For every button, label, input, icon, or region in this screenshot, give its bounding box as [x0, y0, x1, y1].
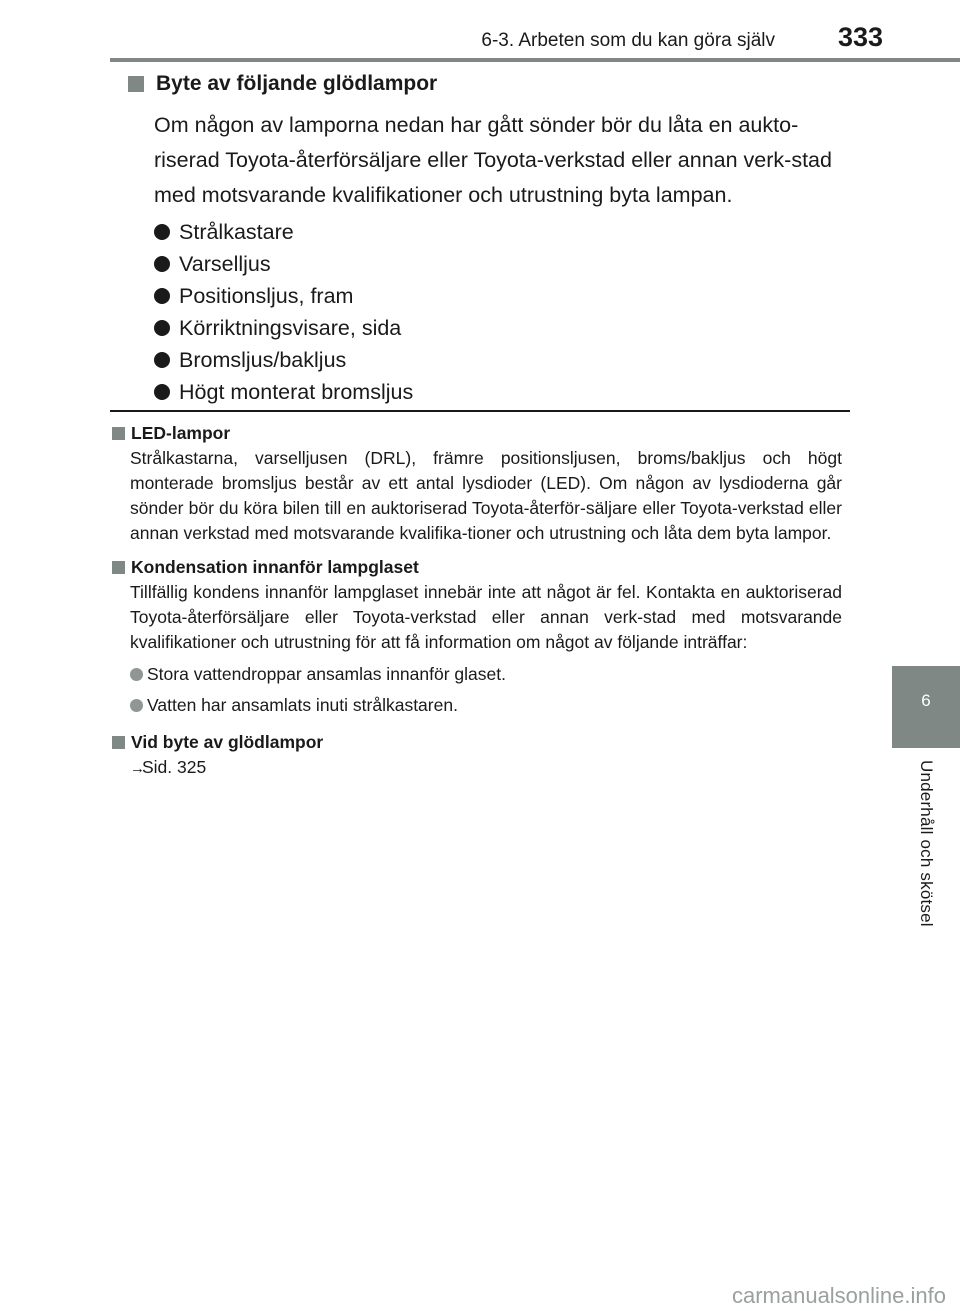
square-bullet-icon	[112, 561, 125, 574]
list-item	[154, 216, 850, 248]
round-bullet-icon	[154, 288, 170, 304]
note-condensation	[110, 554, 842, 721]
list-item-text: Positionsljus, fram	[179, 284, 354, 308]
note-title-text: LED-lampor	[131, 423, 231, 443]
round-bullet-icon	[154, 256, 170, 272]
round-bullet-icon	[154, 320, 170, 336]
lead-paragraph: Om någon av lamporna nedan har gått sönder bör du låta en aukto-riserad Toyota-återförsäljare eller Toyota-verkstad eller annan verk-stad med motsvarande kvalifikationer och utrustning byta lampan.	[154, 113, 832, 207]
list-item	[154, 312, 850, 344]
page-number: 333	[837, 22, 883, 52]
list-item-text: Högt monterat bromsljus	[179, 380, 414, 404]
list-item	[130, 659, 842, 690]
header-rule	[110, 58, 960, 62]
main-section	[125, 66, 850, 408]
bulb-list	[154, 216, 850, 408]
list-item	[154, 248, 850, 280]
list-item	[130, 690, 842, 721]
note-title	[110, 554, 842, 580]
list-item-text: Körriktningsvisare, sida	[179, 316, 402, 340]
section-heading	[125, 66, 850, 102]
round-bullet-icon	[154, 384, 170, 400]
page-header	[110, 18, 885, 58]
note-title-text: Vid byte av glödlampor	[131, 732, 324, 752]
chapter-number: 6	[921, 691, 931, 710]
square-bullet-icon	[112, 427, 125, 440]
list-item-text: Vatten har ansamlats inuti strålkastaren.	[147, 695, 458, 715]
note-title	[110, 420, 842, 446]
note-bulb-replacement	[110, 729, 842, 781]
section-title: 6-3. Arbeten som du kan göra själv	[481, 30, 775, 51]
round-bullet-icon	[130, 699, 143, 712]
list-item	[154, 344, 850, 376]
section-divider	[110, 410, 850, 412]
watermark: carmanualsonline.info	[731, 1283, 946, 1308]
note-text: Tillfällig kondens innanför lampglaset innebär inte att något är fel. Kontakta en auktoriserad Toyota-återförsäljare eller Toyota-verkstad eller annan verk-stad med motsvarande kvalifikationer och utrustning för att få information om något av följande inträffar:	[130, 582, 842, 652]
list-item-text: Strålkastare	[179, 220, 294, 244]
chapter-label: Underhåll och skötsel	[917, 760, 936, 927]
round-bullet-icon	[154, 352, 170, 368]
page-reference-link[interactable]	[130, 755, 842, 781]
square-bullet-icon	[112, 736, 125, 749]
note-title	[110, 729, 842, 755]
notes-section	[110, 420, 842, 789]
list-item	[154, 376, 850, 408]
list-item-text: Varselljus	[179, 252, 271, 276]
page-reference-text: Sid. 325	[142, 757, 207, 777]
round-bullet-icon	[130, 668, 143, 681]
list-item-text: Bromsljus/bakljus	[179, 348, 347, 372]
round-bullet-icon	[154, 224, 170, 240]
note-led	[110, 420, 842, 546]
condensation-list	[130, 659, 842, 721]
arrow-right-icon: →	[130, 760, 145, 777]
section-heading-text: Byte av följande glödlampor	[156, 72, 438, 95]
square-bullet-icon	[128, 76, 144, 92]
list-item-text: Stora vattendroppar ansamlas innanför glaset.	[147, 664, 506, 684]
note-text: Strålkastarna, varselljusen (DRL), främre positionsljusen, broms/bakljus och högt monterade bromsljus består av ett antal lysdioder (LED). Om någon av lysdioderna går sönder bör du köra bilen till en auktoriserad Toyota-återför-säljare eller Toyota-verkstad eller annan verkstad med motsvarande kvalifika-tioner och utrustning och låta dem byta lampor.	[130, 448, 842, 543]
note-title-text: Kondensation innanför lampglaset	[131, 557, 419, 577]
list-item	[154, 280, 850, 312]
chapter-tab[interactable]	[892, 666, 960, 748]
